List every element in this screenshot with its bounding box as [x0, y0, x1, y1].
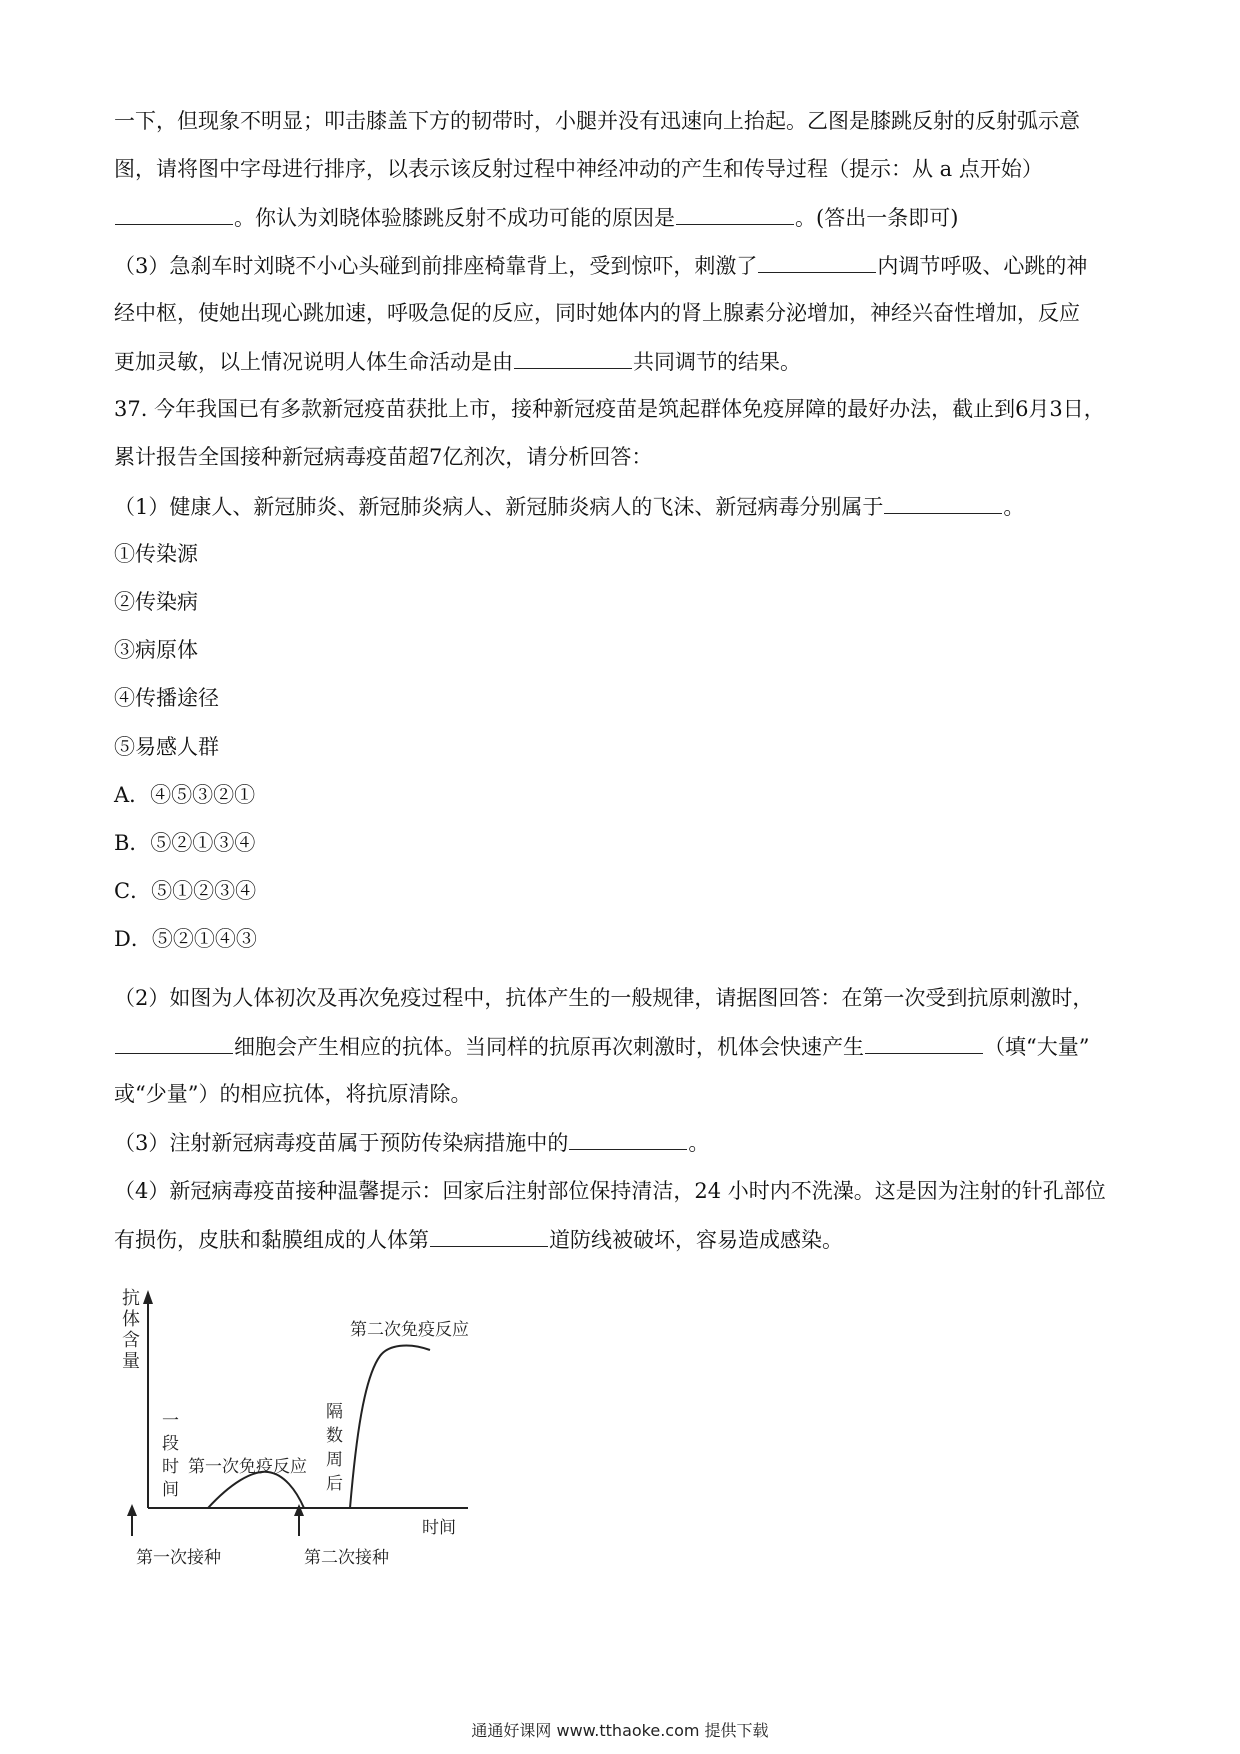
- gap-label-char: 后: [326, 1474, 343, 1494]
- text-line: [114, 1079, 471, 1109]
- gap-label-char: 隔: [326, 1402, 343, 1422]
- text-line: [114, 491, 1024, 522]
- choice-c: [114, 876, 256, 906]
- question-37-intro: [114, 394, 1105, 424]
- first-response-label: 第一次免疫反应: [188, 1457, 307, 1477]
- option-text: ④传播途径: [114, 686, 219, 710]
- y-axis-label-char: 量: [122, 1351, 140, 1372]
- page-footer: 通通好课网 www.tthaoke.com 提供下载: [471, 1721, 769, 1740]
- y-axis-arrow: [143, 1290, 153, 1304]
- answer-blank: [514, 346, 632, 369]
- answer-blank: [115, 1031, 233, 1054]
- line-text: （3）急刹车时刘晓不小心头碰到前排座椅靠背上，受到惊吓，刺激了: [114, 254, 758, 278]
- line-text: 。(答出一条即可): [795, 206, 959, 230]
- line-text: 37. 今年我国已有多款新冠疫苗获批上市，接种新冠疫苗是筑起群体免疫屏障的最好办法，截止到6月3日，: [114, 397, 1105, 421]
- x-axis-label: 时间: [422, 1518, 456, 1538]
- y-axis-label-char: 含: [122, 1330, 140, 1351]
- text-line: [114, 1127, 709, 1158]
- line-text: 一下，但现象不明显；叩击膝盖下方的韧带时，小腿并没有迅速向上抬起。乙图是膝跳反射的反射弧示意: [114, 109, 1080, 133]
- line-text: 共同调节的结果。: [633, 350, 801, 374]
- gap-label-char: 时: [162, 1457, 179, 1477]
- line-text: 有损伤，皮肤和黏膜组成的人体第: [114, 1228, 429, 1252]
- line-text: （1）健康人、新冠肺炎、新冠肺炎病人、新冠肺炎病人的飞沫、新冠病毒分别属于: [114, 495, 884, 519]
- answer-blank: [758, 250, 876, 273]
- answer-blank: [115, 202, 233, 225]
- option-text: ②传染病: [114, 590, 198, 614]
- text-line: [114, 1031, 1089, 1062]
- answer-blank: [676, 202, 794, 225]
- y-axis-label-char: 抗: [122, 1288, 140, 1309]
- line-text: 或“少量”）的相应抗体，将抗原清除。: [114, 1082, 472, 1106]
- option-text: ①传染源: [114, 542, 198, 566]
- gap-label-char: 周: [326, 1450, 343, 1470]
- choice-text: C．⑤①②③④: [114, 879, 257, 903]
- text-line: [114, 442, 652, 472]
- line-text: 。你认为刘晓体验膝跳反射不成功可能的原因是: [234, 206, 675, 230]
- gap-label-char: 一: [162, 1411, 179, 1431]
- option-item: [114, 539, 198, 569]
- line-text: 。: [1003, 495, 1025, 519]
- answer-blank: [430, 1224, 548, 1247]
- option-item: [114, 587, 198, 617]
- answer-blank: [865, 1031, 983, 1054]
- first-response-curve: [208, 1472, 304, 1508]
- gap-label-char: 间: [162, 1480, 179, 1500]
- line-text: 更加灵敏，以上情况说明人体生命活动是由: [114, 350, 513, 374]
- line-text: （填“大量”: [984, 1035, 1090, 1059]
- second-inoculation-label: 第二次接种: [304, 1548, 389, 1568]
- option-item: [114, 732, 219, 762]
- second-response-curve: [350, 1345, 430, 1508]
- text-line: [114, 250, 1087, 281]
- option-item: [114, 635, 198, 665]
- text-line: [114, 1224, 843, 1255]
- choice-text: D．⑤②①④③: [114, 927, 257, 951]
- choice-a: [114, 780, 255, 810]
- option-text: ③病原体: [114, 638, 198, 662]
- y-axis-label-char: 体: [122, 1309, 140, 1330]
- line-text: 内调节呼吸、心跳的神: [877, 254, 1088, 278]
- text-line: [114, 154, 1043, 184]
- first-inoculation-label: 第一次接种: [136, 1548, 221, 1568]
- text-line: [114, 983, 1093, 1013]
- line-text: 道防线被破坏，容易造成感染。: [549, 1228, 843, 1252]
- line-text: 图，请将图中字母进行排序，以表示该反射过程中神经冲动的产生和传导过程（提示：从 a 点开始）: [114, 157, 1043, 181]
- answer-blank: [884, 491, 1002, 514]
- second-response-label: 第二次免疫反应: [350, 1320, 469, 1340]
- text-line: [114, 346, 801, 377]
- line-text: 经中枢，使她出现心跳加速，呼吸急促的反应，同时她体内的肾上腺素分泌增加，神经兴奋性增加，反应: [114, 301, 1080, 325]
- text-line: [114, 1176, 1106, 1206]
- choice-b: [114, 828, 255, 858]
- text-line: [114, 202, 958, 233]
- line-text: （2）如图为人体初次及再次免疫过程中，抗体产生的一般规律，请据图回答：在第一次受到抗原刺激时，: [114, 986, 1094, 1010]
- line-text: 细胞会产生相应的抗体。当同样的抗原再次刺激时，机体会快速产生: [234, 1035, 864, 1059]
- text-line: [114, 298, 1080, 328]
- line-text: 。: [688, 1131, 710, 1155]
- gap-label-char: 数: [326, 1426, 343, 1446]
- line-text: （4）新冠病毒疫苗接种温馨提示：回家后注射部位保持清洁，24 小时内不洗澡。这是因为注射的针孔部位: [114, 1179, 1106, 1203]
- line-text: （3）注射新冠病毒疫苗属于预防传染病措施中的: [114, 1131, 569, 1155]
- answer-blank: [569, 1127, 687, 1150]
- option-text: ⑤易感人群: [114, 735, 219, 759]
- line-text: 累计报告全国接种新冠病毒疫苗超7亿剂次，请分析回答：: [114, 445, 653, 469]
- option-item: [114, 683, 219, 713]
- first-inoculation-arrowhead: [127, 1504, 137, 1516]
- choice-text: B．⑤②①③④: [114, 831, 256, 855]
- choice-text: A．④⑤③②①: [114, 783, 256, 807]
- gap-label-char: 段: [162, 1434, 179, 1454]
- antibody-response-diagram: [118, 1278, 478, 1570]
- text-line: [114, 106, 1080, 136]
- choice-d: [114, 924, 257, 954]
